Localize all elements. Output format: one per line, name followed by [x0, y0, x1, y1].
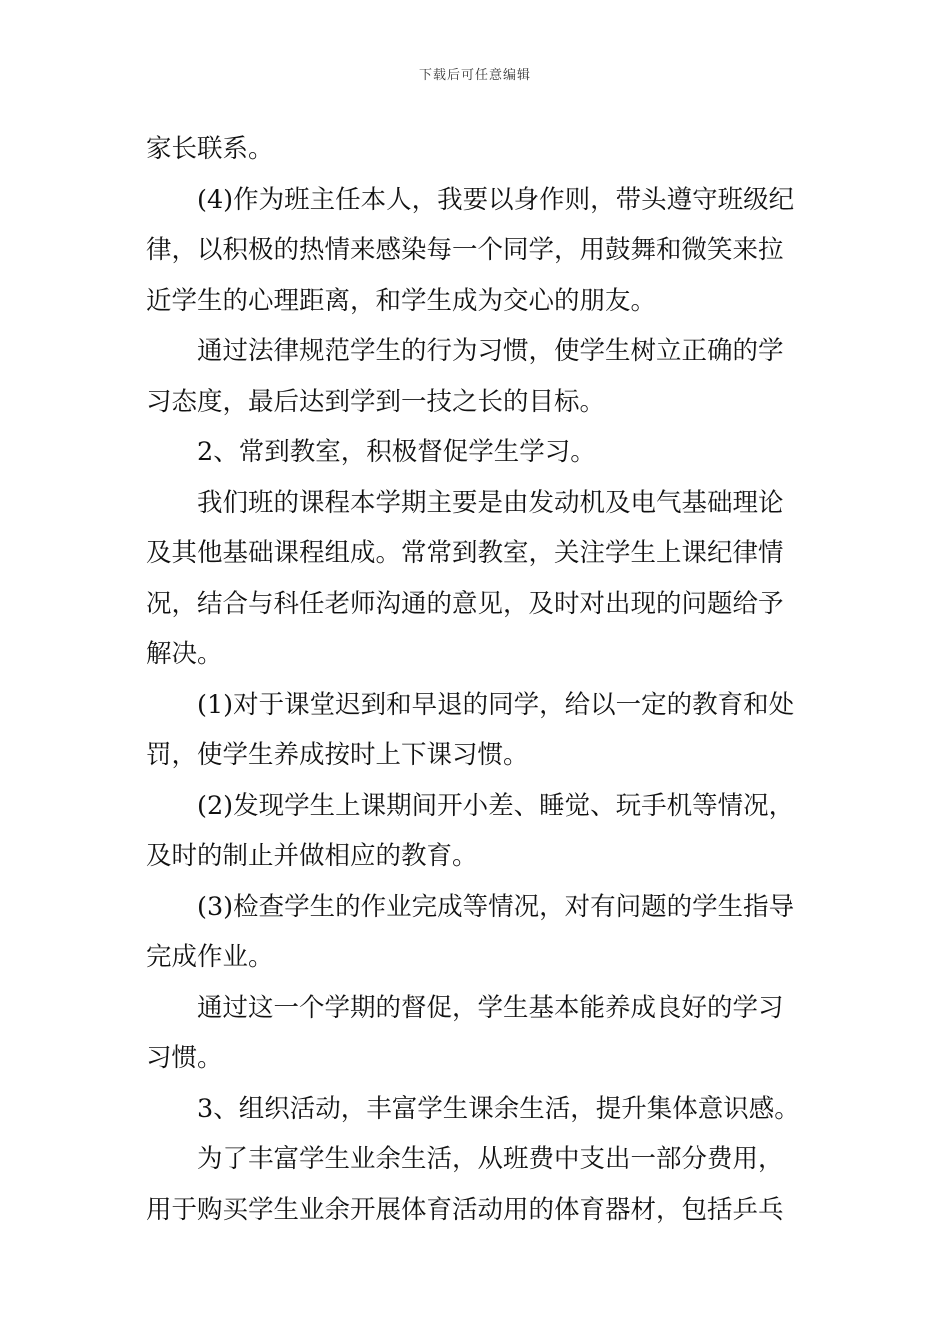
section-heading-3: 3、组织活动，丰富学生课余生活，提升集体意识感。 [197, 1093, 800, 1124]
text-line: 习态度，最后达到学到一技之长的目标。 [146, 386, 606, 417]
text-line: 用于购买学生业余开展体育活动用的体育器材，包括乒乓 [146, 1194, 784, 1225]
text-line: (2)发现学生上课期间开小差、睡觉、玩手机等情况， [197, 790, 795, 821]
text-line: 及时的制止并做相应的教育。 [146, 841, 478, 871]
text-line: 罚，使学生养成按时上下课习惯。 [146, 740, 529, 770]
document-body [146, 124, 810, 1235]
text-line: 近学生的心理距离，和学生成为交心的朋友。 [146, 285, 657, 316]
text-line: 家长联系。 [146, 134, 274, 164]
text-line: 解决。 [146, 639, 223, 669]
text-line: 况，结合与科任老师沟通的意见，及时对出现的问题给予 [146, 588, 784, 619]
page-header: 下载后可任意编辑 [418, 68, 531, 83]
text-line: 及其他基础课程组成。常常到教室，关注学生上课纪律情 [146, 538, 784, 568]
text-line: (3)检查学生的作业完成等情况，对有问题的学生指导 [197, 891, 795, 922]
text-line: 律，以积极的热情来感染每一个同学，用鼓舞和微笑来拉 [146, 235, 784, 265]
text-line: (1)对于课堂迟到和早退的同学，给以一定的教育和处 [197, 689, 795, 720]
text-line: 习惯。 [146, 1043, 223, 1073]
text-line: 我们班的课程本学期主要是由发动机及电气基础理论 [197, 487, 784, 518]
text-line: 完成作业。 [146, 942, 274, 972]
text-line: 通过法律规范学生的行为习惯，使学生树立正确的学 [197, 336, 784, 366]
text-line: 为了丰富学生业余生活，从班费中支出一部分费用， [197, 1144, 784, 1174]
section-heading-2: 2、常到教室，积极督促学生学习。 [197, 437, 596, 467]
text-line: (4)作为班主任本人，我要以身作则，带头遵守班级纪 [197, 184, 795, 215]
text-line: 通过这一个学期的督促，学生基本能养成良好的学习 [197, 992, 784, 1023]
